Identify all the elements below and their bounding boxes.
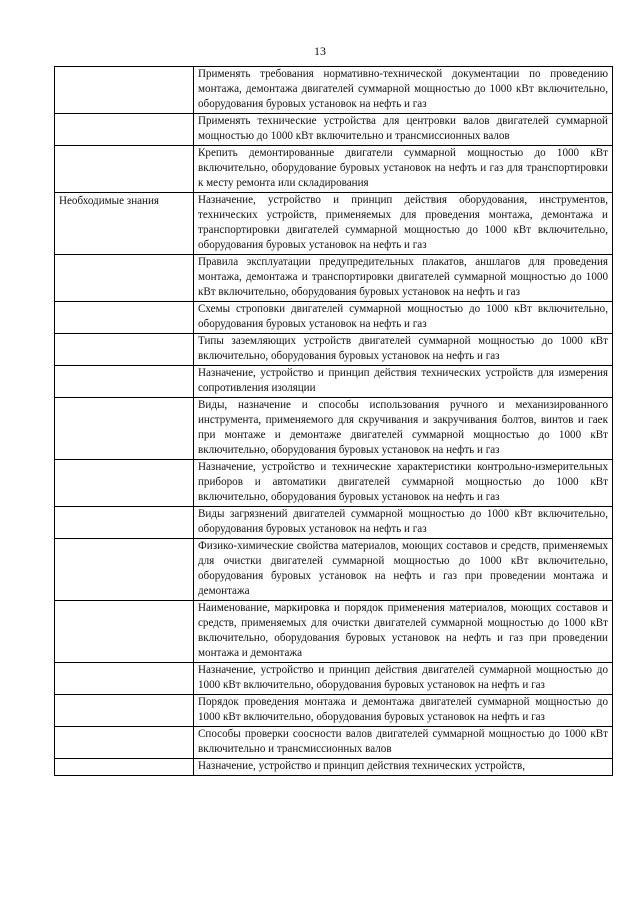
row-label-cell xyxy=(55,193,194,255)
row-label xyxy=(59,398,189,399)
row-text: Применять технические устройства для центровки валов двигателей суммарной мощностью до 1000 кВт включительно и трансмиссионных валов xyxy=(194,114,613,146)
requirements-table xyxy=(54,66,613,776)
table-row xyxy=(55,663,613,695)
row-text: Назначение, устройство и принцип действия технических устройств, xyxy=(194,759,613,776)
row-label-cell xyxy=(55,146,194,193)
row-label-cell xyxy=(55,114,194,146)
row-label-cell xyxy=(55,601,194,663)
row-label-cell xyxy=(55,67,194,114)
row-label xyxy=(59,366,189,367)
row-text: Назначение, устройство и принцип действия двигателей суммарной мощностью до 1000 кВт включительно, оборудования буровых установок на нефть и газ xyxy=(194,663,613,695)
row-label-cell xyxy=(55,255,194,302)
row-text: Типы заземляющих устройств двигателей суммарной мощностью до 1000 кВт включительно, оборудования буровых установок на нефть и газ xyxy=(194,334,613,366)
row-label xyxy=(59,460,189,461)
row-text: Способы проверки соосности валов двигателей суммарной мощностью до 1000 кВт включительно и трансмиссионных валов xyxy=(194,727,613,759)
row-label xyxy=(59,302,189,303)
row-text: Порядок проведения монтажа и демонтажа двигателей суммарной мощностью до 1000 кВт включительно, оборудования буровых установок на нефть и газ xyxy=(194,695,613,727)
row-label-cell xyxy=(55,663,194,695)
row-label-cell xyxy=(55,366,194,398)
row-label xyxy=(59,67,189,68)
section-label-necessary-knowledge: Необходимые знания xyxy=(59,195,160,207)
row-text: Крепить демонтированные двигатели суммарной мощностью до 1000 кВт включительно, оборудование буровых установок на нефть и газ для транспортировки к месту ремонта или складирования xyxy=(194,146,613,193)
table-row xyxy=(55,695,613,727)
row-text: Наименование, маркировка и порядок применения материалов, моющих составов и средств, применяемых для очистки двигателей суммарной мощностью до 1000 кВт включительно, оборудования буровых установок на нефть и газ при проведении монтажа и демонтажа xyxy=(194,601,613,663)
row-text: Правила эксплуатации предупредительных плакатов, аншлагов для проведения монтажа, демонтажа и транспортировки двигателей суммарной мощностью до 1000 кВт включительно, оборудования буровых установок на нефть и газ xyxy=(194,255,613,302)
table-row xyxy=(55,255,613,302)
row-text: Назначение, устройство и принцип действия оборудования, инструментов, технических устройств, применяемых для проведения монтажа, демонтажа и транспортировки двигателей суммарной мощностью до 1000 кВт включительно, оборудования буровых установок на нефть и газ xyxy=(194,193,613,255)
row-label-cell xyxy=(55,302,194,334)
row-label-cell xyxy=(55,460,194,507)
table-row xyxy=(55,460,613,507)
row-label-cell xyxy=(55,507,194,539)
table-row xyxy=(55,366,613,398)
row-label xyxy=(59,727,189,728)
row-label-cell xyxy=(55,539,194,601)
row-text: Виды, назначение и способы использования ручного и механизированного инструмента, применяемого для скручивания и закручивания болтов, винтов и гаек при монтаже и демонтаже двигателей суммарной мощностью до 1000 кВт включительно, оборудования буровых установок на нефть и газ xyxy=(194,398,613,460)
page-number: 13 xyxy=(314,44,326,58)
row-label xyxy=(59,539,189,540)
row-label xyxy=(59,255,189,256)
table-row xyxy=(55,114,613,146)
table-row xyxy=(55,302,613,334)
row-text: Назначение, устройство и принцип действия технических устройств для измерения сопротивления изоляции xyxy=(194,366,613,398)
row-label xyxy=(59,663,189,664)
table-row xyxy=(55,146,613,193)
row-label xyxy=(59,759,189,760)
row-label xyxy=(59,334,189,335)
table-row xyxy=(55,759,613,776)
row-label xyxy=(59,507,189,508)
row-text: Назначение, устройство и технические характеристики контрольно-измерительных приборов и автоматики двигателей суммарной мощностью до 1000 кВт включительно, оборудования буровых установок на нефть и газ xyxy=(194,460,613,507)
table-row xyxy=(55,601,613,663)
row-label-cell xyxy=(55,398,194,460)
row-label-cell xyxy=(55,759,194,776)
row-text: Физико-химические свойства материалов, моющих составов и средств, применяемых для очистки двигателей суммарной мощностью до 1000 кВт включительно, оборудования буровых установок на нефть и газ при проведении монтажа и демонтажа xyxy=(194,539,613,601)
table-row xyxy=(55,507,613,539)
table-row xyxy=(55,193,613,255)
row-label xyxy=(59,146,189,147)
row-label-cell xyxy=(55,695,194,727)
table-row xyxy=(55,67,613,114)
table-row xyxy=(55,398,613,460)
row-label xyxy=(59,695,189,696)
row-text: Схемы строповки двигателей суммарной мощностью до 1000 кВт включительно, оборудования буровых установок на нефть и газ xyxy=(194,302,613,334)
row-label-cell xyxy=(55,334,194,366)
row-label xyxy=(59,601,189,602)
row-label-cell xyxy=(55,727,194,759)
table-row xyxy=(55,727,613,759)
table-row xyxy=(55,334,613,366)
row-text: Виды загрязнений двигателей суммарной мощностью до 1000 кВт включительно, оборудования буровых установок на нефть и газ xyxy=(194,507,613,539)
row-text: Применять требования нормативно-технической документации по проведению монтажа, демонтажа двигателей суммарной мощностью до 1000 кВт включительно, оборудования буровых установок на нефть и газ xyxy=(194,67,613,114)
row-label xyxy=(59,114,189,115)
table-row xyxy=(55,539,613,601)
